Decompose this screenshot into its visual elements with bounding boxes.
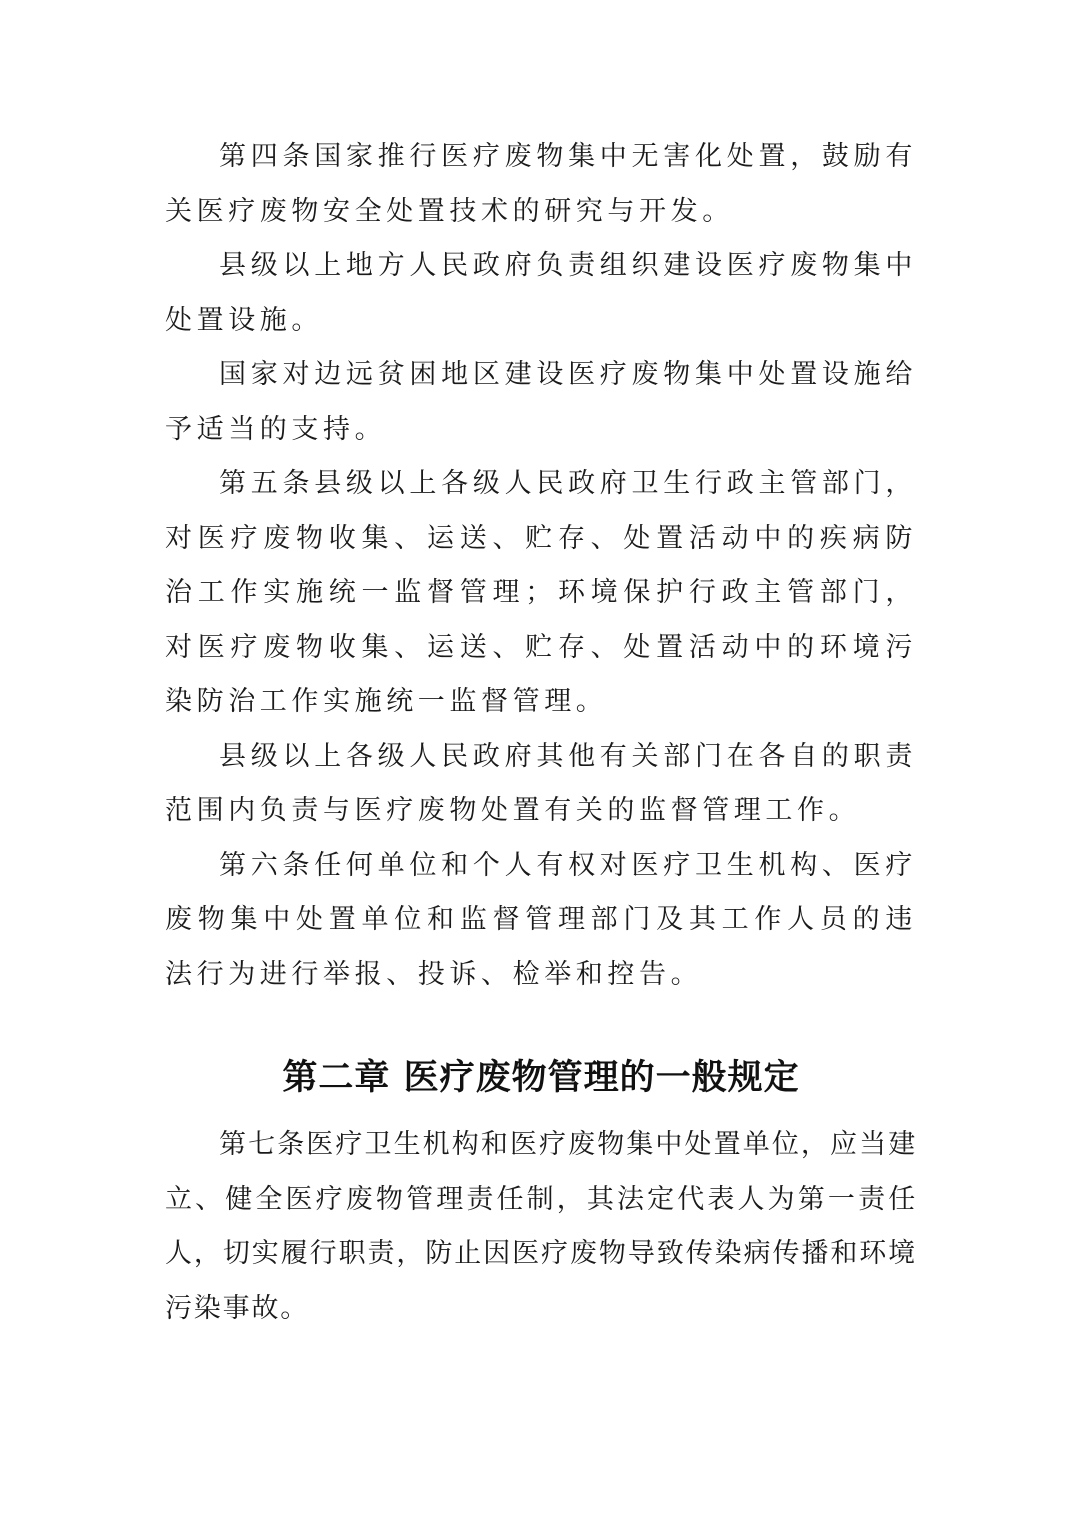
article-5-other-departments-paragraph: 县级以上各级人民政府其他有关部门在各自的职责范围内负责与医疗废物处置有关的监督管理工作。	[165, 740, 917, 826]
article-7-paragraph: 第七条医疗卫生机构和医疗废物集中处置单位，应当建立、健全医疗废物管理责任制，其法定代表人为第一责任人，切实履行职责，防止因医疗废物导致传染病传播和环境污染事故。	[165, 1129, 917, 1324]
chapter-title: 第二章 医疗废物管理的一般规定	[282, 1058, 800, 1098]
article-4-county-paragraph: 县级以上地方人民政府负责组织建设医疗废物集中处置设施。	[165, 250, 917, 336]
article-5-paragraph: 第五条县级以上各级人民政府卫生行政主管部门，对医疗废物收集、运送、贮存、处置活动中的疾病防治工作实施统一监督管理；环境保护行政主管部门，对医疗废物收集、运送、贮存、处置活动中的环境污染防治工作实施统一监督管理。	[165, 468, 917, 717]
article-4-paragraph: 第四条国家推行医疗废物集中无害化处置，鼓励有关医疗废物安全处置技术的研究与开发。	[165, 141, 917, 227]
article-4-remote-areas-paragraph: 国家对边远贫困地区建设医疗废物集中处置设施给予适当的支持。	[165, 359, 917, 445]
article-6-paragraph: 第六条任何单位和个人有权对医疗卫生机构、医疗废物集中处置单位和监督管理部门及其工作人员的违法行为进行举报、投诉、检举和控告。	[165, 849, 917, 990]
document-page	[165, 130, 917, 1336]
